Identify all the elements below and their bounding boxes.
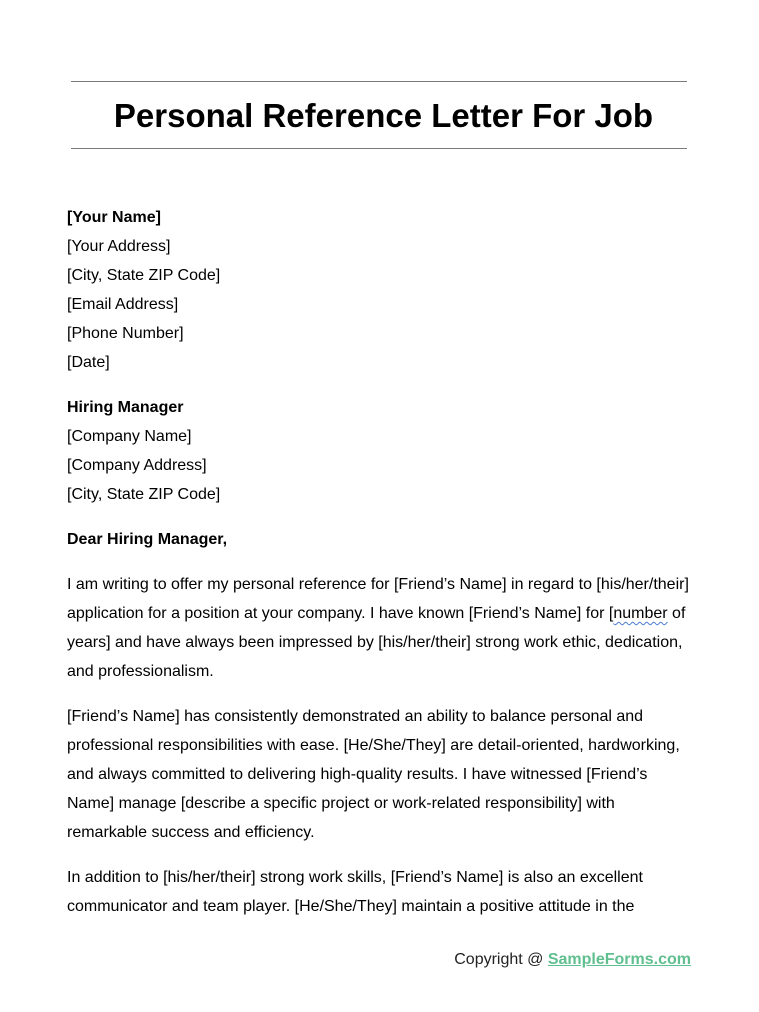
page-title: Personal Reference Letter For Job bbox=[113, 97, 654, 134]
recipient-block bbox=[67, 393, 697, 509]
recipient-title: Hiring Manager bbox=[67, 399, 184, 416]
paragraph-1-text-a: I am writing to offer my personal reference for [Friend’s Name] in regard to [his/her/their] application for a position at your company. I have known [Friend’s Name] for [ bbox=[67, 576, 689, 622]
paragraph-2: [Friend’s Name] has consistently demonstrated an ability to balance personal and professional responsibilities with ease. [He/She/They] are detail-oriented, hardworking, and always committed to delivering high-quality results. I have witnessed [Friend’s Name] manage [describe a specific project or work-related responsibility] with remarkable success and efficiency. bbox=[67, 708, 680, 841]
sender-city: [City, State ZIP Code] bbox=[67, 267, 221, 284]
letter-body bbox=[67, 203, 697, 921]
letter-date: [Date] bbox=[67, 354, 110, 371]
copyright-footer bbox=[454, 948, 691, 972]
title-rule-top bbox=[71, 81, 687, 82]
paragraph-1-text-b: of years] and have always been impressed by [his/her/their] strong work ethic, dedication, and professionalism. bbox=[67, 605, 686, 680]
copyright-prefix: Copyright @ bbox=[454, 951, 548, 968]
paragraph-3: In addition to [his/her/their] strong work skills, [Friend’s Name] is also an excellent communicator and team player. [He/She/They] maintain a positive attitude in the bbox=[67, 869, 643, 915]
sender-address: [Your Address] bbox=[67, 238, 171, 255]
salutation: Dear Hiring Manager, bbox=[67, 531, 228, 548]
recipient-city: [City, State ZIP Code] bbox=[67, 486, 221, 503]
recipient-address: [Company Address] bbox=[67, 457, 207, 474]
sampleforms-link[interactable]: SampleForms.com bbox=[547, 951, 691, 968]
title-rule-bottom bbox=[71, 148, 687, 149]
paragraph-1 bbox=[67, 570, 697, 686]
sender-name: [Your Name] bbox=[67, 209, 161, 226]
recipient-company: [Company Name] bbox=[67, 428, 192, 445]
sender-block bbox=[67, 203, 697, 377]
sender-email: [Email Address] bbox=[67, 296, 179, 313]
sender-phone: [Phone Number] bbox=[67, 325, 184, 342]
spellcheck-flagged-word[interactable]: number bbox=[613, 605, 668, 622]
